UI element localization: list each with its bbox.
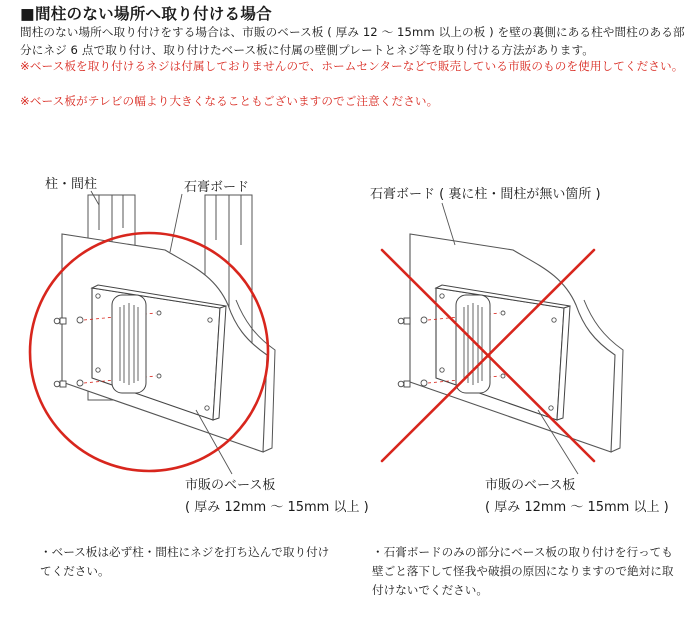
left-diagram [30, 191, 275, 474]
intro-paragraph: 間柱のない場所へ取り付けをする場合は、市販のベース板 ( 厚み 12 ～ 15mm 以上の板 ) を壁の裏側にある柱や間柱のある部分にネジ 6 点で取り付け、取り付けたベース板に付属の壁側プレートとネジ等を取り付ける方法があります。 [20, 25, 685, 57]
label-pillar: 柱・間柱 [45, 177, 98, 192]
warning-width: ※ベース板がテレビの幅より大きくなることもございますのでご注意ください。 [20, 94, 439, 108]
note-ng: ・石膏ボードのみの部分にベース板の取り付けを行っても壁ごと落下して怪我や破損の原因になりますので絶対に取付けないでください。 [372, 545, 674, 597]
label-base-thickness-right: ( 厚み 12mm ～ 15mm 以上 ) [485, 500, 669, 515]
label-base-plate: 市販のベース板 [185, 478, 276, 493]
warning-screws: ※ベース板を取り付けるネジは付属しておりませんので、ホームセンターなどで販売している市販のものを使用してください。 [20, 59, 684, 73]
label-base-thickness: ( 厚み 12mm ～ 15mm 以上 ) [185, 500, 369, 515]
right-diagram [382, 203, 623, 474]
screw-set-right [398, 318, 410, 387]
label-base-plate-right: 市販のベース板 [485, 478, 576, 493]
section-heading: ■間柱のない場所へ取り付ける場合 [20, 5, 272, 23]
label-gypsum-board: 石膏ボード [184, 180, 250, 195]
label-gypsum-board-only: 石膏ボード ( 裏に柱・間柱が無い箇所 ) [370, 187, 601, 202]
note-ok: ・ベース板は必ず柱・間柱にネジを打ち込んで取り付けてください。 [40, 545, 330, 578]
